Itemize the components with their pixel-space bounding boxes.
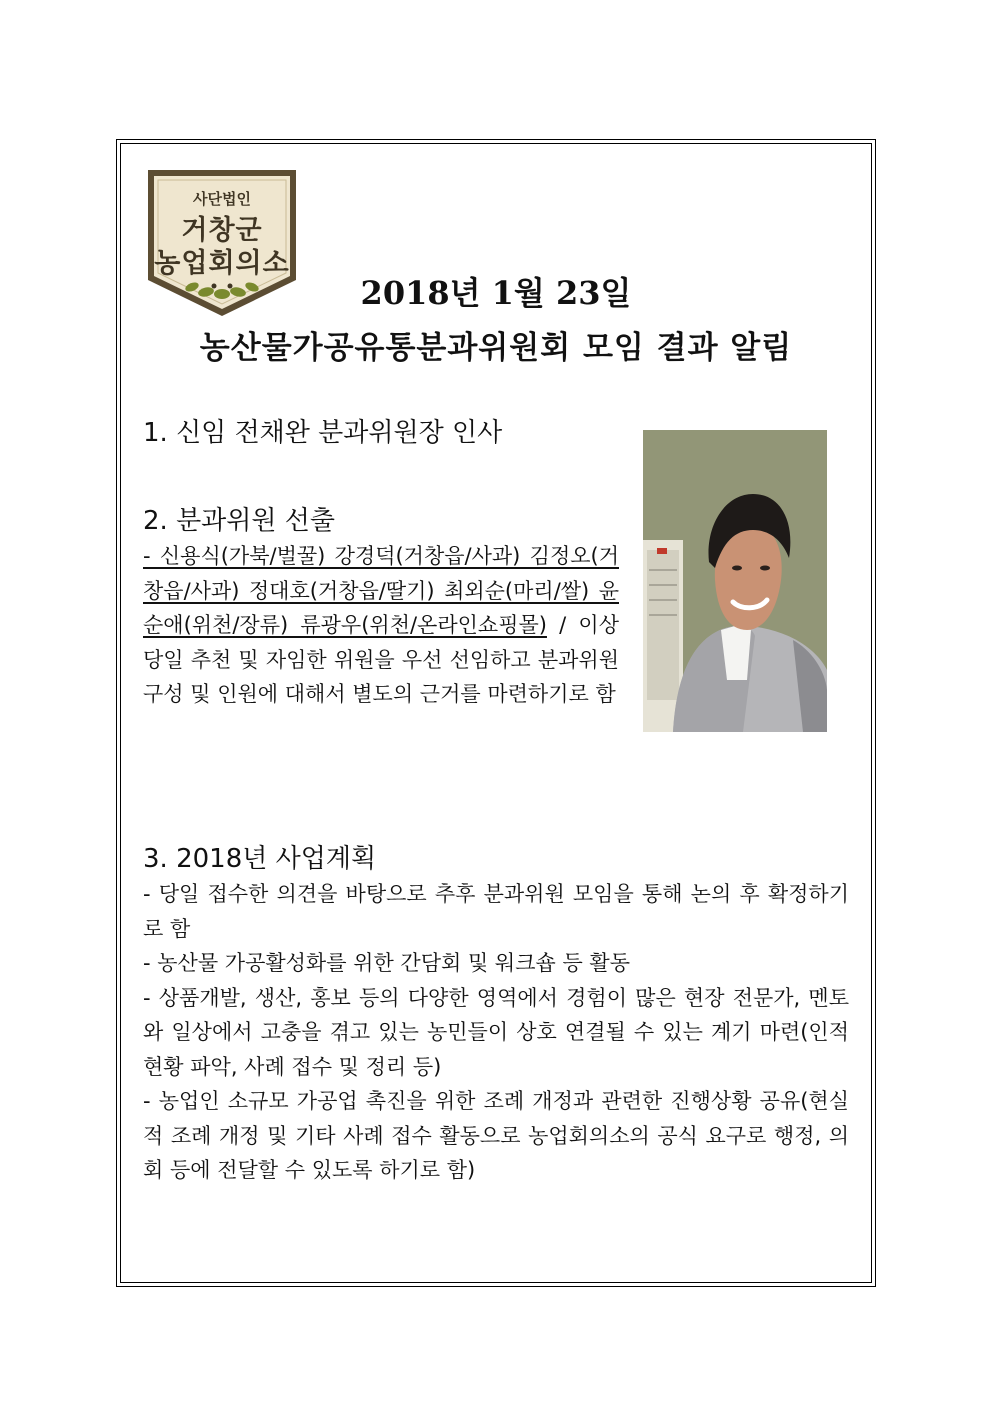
logo-line1: 거창군 <box>181 215 263 246</box>
section3-body <box>143 877 849 1188</box>
member-note: / 이상 당일 추천 및 자임한 위원을 우선 선임하고 분과위원 구성 및 인원에 대해서 별도의 근거를 마련하기로 함 <box>143 613 619 706</box>
plan-item: - 농산물 가공활성화를 위한 간담회 및 워크숍 등 활동 <box>143 951 630 975</box>
logo-line2: 농업회의소 <box>154 248 290 279</box>
chairman-photo <box>643 430 827 732</box>
plan-item: - 상품개발, 생산, 홍보 등의 다양한 영역에서 경험이 많은 현장 전문가, 멘토와 일상에서 고충을 겪고 있는 농민들이 상호 연결될 수 있는 계기 마련(인적 현황 파악, 사례 접수 및 정리 등) <box>143 985 849 1079</box>
org-logo <box>146 168 298 318</box>
document-title: 농산물가공유통분과위원회 모임 결과 알림 <box>199 330 793 366</box>
plan-item: - 농업인 소규모 가공업 촉진을 위한 조례 개정과 관련한 진행상황 공유(현실적 조례 개정 및 기타 사례 접수 활동으로 농업회의소의 공식 요구로 행정, 의회 등에 전달할 수 있도록 하기로 함) <box>143 1089 849 1182</box>
logo-subtitle: 사단법인 <box>193 190 251 208</box>
section2-body <box>143 539 619 712</box>
section3-heading: 3. 2018년 사업계획 <box>143 844 377 874</box>
document-date: 2018년 1월 23일 <box>360 274 632 312</box>
section1-heading: 1. 신임 전채완 분과위원장 인사 <box>143 418 503 448</box>
section2-heading: 2. 분과위원 선출 <box>143 506 336 536</box>
plan-item: - 당일 접수한 의견을 바탕으로 추후 분과위원 모임을 통해 논의 후 확정하기로 함 <box>143 882 849 941</box>
member-list: - 신용식(가북/벌꿀) 강경덕(거창읍/사과) 김정오(거창읍/사과) 정대호(거창읍/딸기) 최외순(마리/쌀) 윤순애(위천/장류) 류광우(위천/온라인쇼핑몰) <box>143 544 619 637</box>
